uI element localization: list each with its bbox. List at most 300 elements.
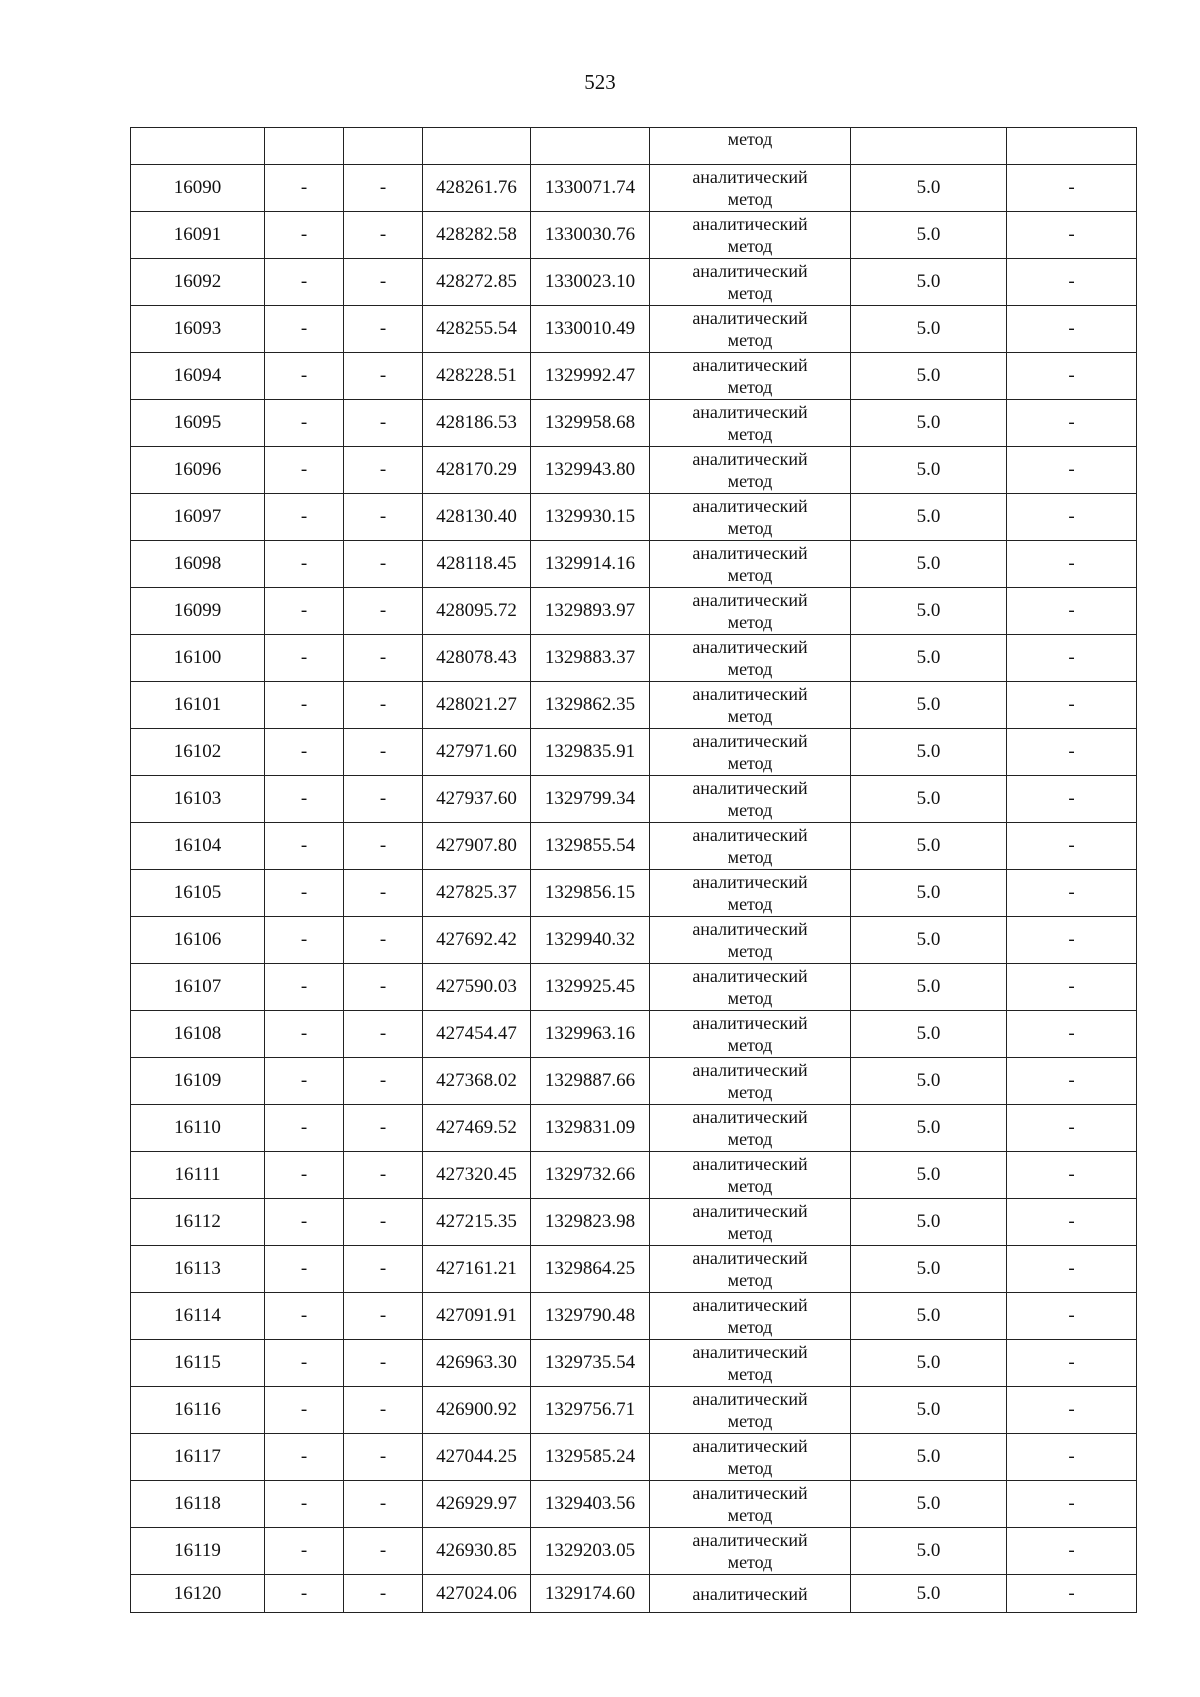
cell-dash: - (344, 1152, 423, 1199)
method-text-line: метод (727, 189, 773, 209)
method-text-line: аналитический (692, 637, 808, 657)
cell-point-number: 16113 (131, 1246, 265, 1293)
cell-dash: - (344, 353, 423, 400)
cell-empty (265, 128, 344, 165)
method-text-line: аналитический (692, 1154, 808, 1174)
table-row (131, 1434, 1137, 1481)
method-text-line: метод (727, 1176, 773, 1196)
table-row (131, 1528, 1137, 1575)
continuation-row (131, 128, 1137, 165)
method-text-line: метод (727, 236, 773, 256)
method-text-line: аналитический (692, 778, 808, 798)
table-row (131, 1340, 1137, 1387)
cell-accuracy: 5.0 (851, 1387, 1007, 1434)
cell-dash: - (1007, 1058, 1137, 1105)
cell-y-coordinate: 1329914.16 (531, 541, 650, 588)
cell-dash: - (1007, 682, 1137, 729)
cell-accuracy: 5.0 (851, 400, 1007, 447)
cell-point-number: 16093 (131, 306, 265, 353)
method-text-line: метод (727, 1082, 773, 1102)
cell-dash: - (265, 1528, 344, 1575)
cell-point-number: 16103 (131, 776, 265, 823)
cell-y-coordinate: 1330010.49 (531, 306, 650, 353)
cell-dash: - (344, 682, 423, 729)
cell-method (650, 1058, 851, 1105)
cell-dash: - (344, 964, 423, 1011)
table-row (131, 494, 1137, 541)
cell-x-coordinate: 427044.25 (423, 1434, 531, 1481)
cell-empty (131, 128, 265, 165)
table-row (131, 776, 1137, 823)
cell-dash: - (344, 1387, 423, 1434)
method-text-line: метод (727, 565, 773, 585)
cell-y-coordinate: 1329855.54 (531, 823, 650, 870)
cell-accuracy: 5.0 (851, 588, 1007, 635)
table-row (131, 1293, 1137, 1340)
cell-dash: - (1007, 1387, 1137, 1434)
cell-accuracy: 5.0 (851, 1152, 1007, 1199)
cell-dash: - (344, 823, 423, 870)
table-row (131, 541, 1137, 588)
cell-y-coordinate: 1329756.71 (531, 1387, 650, 1434)
cell-point-number: 16092 (131, 259, 265, 306)
cell-dash: - (344, 1340, 423, 1387)
cell-dash: - (1007, 1293, 1137, 1340)
cell-dash: - (344, 1481, 423, 1528)
cell-dash: - (1007, 447, 1137, 494)
cell-dash: - (1007, 1152, 1137, 1199)
method-text-line: аналитический (692, 590, 808, 610)
page-number: 523 (584, 70, 616, 94)
cell-accuracy: 5.0 (851, 353, 1007, 400)
table-row (131, 306, 1137, 353)
method-text-line: аналитический (692, 872, 808, 892)
cell-point-number: 16114 (131, 1293, 265, 1340)
table-row (131, 1199, 1137, 1246)
cell-empty (1007, 128, 1137, 165)
cell-accuracy: 5.0 (851, 1199, 1007, 1246)
method-text-line: метод (727, 1364, 773, 1384)
cell-dash: - (344, 1434, 423, 1481)
method-text-line: метод (727, 1505, 773, 1525)
method-text-line: метод (727, 612, 773, 632)
table-row (131, 1152, 1137, 1199)
cell-dash: - (265, 729, 344, 776)
cell-accuracy: 5.0 (851, 494, 1007, 541)
method-text-line: аналитический (692, 1107, 808, 1127)
cell-dash: - (265, 212, 344, 259)
cell-accuracy: 5.0 (851, 1058, 1007, 1105)
cell-dash: - (265, 400, 344, 447)
cell-x-coordinate: 428095.72 (423, 588, 531, 635)
cell-method (650, 1528, 851, 1575)
cell-method-continued: метод (650, 128, 851, 165)
cell-dash: - (1007, 917, 1137, 964)
cell-point-number: 16096 (131, 447, 265, 494)
method-text-line: метод (727, 1270, 773, 1290)
cell-method (650, 494, 851, 541)
cell-method (650, 212, 851, 259)
method-text-line: метод (727, 659, 773, 679)
cell-point-number: 16115 (131, 1340, 265, 1387)
method-text-line: метод (727, 894, 773, 914)
cell-dash: - (344, 776, 423, 823)
cell-dash: - (344, 1293, 423, 1340)
cell-method (650, 1434, 851, 1481)
method-text-line: метод (727, 847, 773, 867)
method-text-line: аналитический (692, 1013, 808, 1033)
cell-dash: - (344, 1199, 423, 1246)
cell-x-coordinate: 428255.54 (423, 306, 531, 353)
cell-y-coordinate: 1329835.91 (531, 729, 650, 776)
method-text-line: аналитический (692, 449, 808, 469)
method-text-line: метод (727, 1411, 773, 1431)
cell-dash: - (344, 494, 423, 541)
cell-y-coordinate: 1329203.05 (531, 1528, 650, 1575)
cell-point-number: 16116 (131, 1387, 265, 1434)
cell-method (650, 964, 851, 1011)
cell-dash: - (1007, 1199, 1137, 1246)
cell-x-coordinate: 427454.47 (423, 1011, 531, 1058)
cell-dash: - (1007, 870, 1137, 917)
cell-method (650, 823, 851, 870)
cell-point-number: 16099 (131, 588, 265, 635)
method-text-line: аналитический (692, 496, 808, 516)
cell-y-coordinate: 1329992.47 (531, 353, 650, 400)
table-row (131, 165, 1137, 212)
cell-x-coordinate: 427368.02 (423, 1058, 531, 1105)
table-row (131, 1246, 1137, 1293)
cell-x-coordinate: 428078.43 (423, 635, 531, 682)
cell-point-number: 16107 (131, 964, 265, 1011)
cell-accuracy: 5.0 (851, 729, 1007, 776)
cell-dash: - (344, 1058, 423, 1105)
table-row (131, 870, 1137, 917)
cell-dash: - (344, 165, 423, 212)
cell-method (650, 165, 851, 212)
cell-y-coordinate: 1329823.98 (531, 1199, 650, 1246)
method-text-line: метод (727, 988, 773, 1008)
cell-dash: - (265, 1340, 344, 1387)
cell-empty (531, 128, 650, 165)
table-row (131, 1058, 1137, 1105)
method-text-line: метод (727, 518, 773, 538)
cell-accuracy: 5.0 (851, 635, 1007, 682)
table-row (131, 588, 1137, 635)
cell-point-number: 16102 (131, 729, 265, 776)
cell-accuracy: 5.0 (851, 1481, 1007, 1528)
cell-point-number: 16111 (131, 1152, 265, 1199)
cell-dash: - (1007, 1528, 1137, 1575)
table-row (131, 353, 1137, 400)
cell-x-coordinate: 427469.52 (423, 1105, 531, 1152)
cell-dash: - (1007, 259, 1137, 306)
cell-dash: - (344, 870, 423, 917)
cell-x-coordinate: 426900.92 (423, 1387, 531, 1434)
cell-dash: - (265, 306, 344, 353)
cell-x-coordinate: 427825.37 (423, 870, 531, 917)
cell-accuracy: 5.0 (851, 964, 1007, 1011)
method-text-line: аналитический (692, 1248, 808, 1268)
method-text-line: метод (727, 1223, 773, 1243)
cell-dash: - (265, 1105, 344, 1152)
cell-y-coordinate: 1329963.16 (531, 1011, 650, 1058)
cell-accuracy: 5.0 (851, 1528, 1007, 1575)
cell-dash: - (265, 682, 344, 729)
cell-dash: - (265, 353, 344, 400)
cell-dash: - (265, 1246, 344, 1293)
cell-y-coordinate: 1329790.48 (531, 1293, 650, 1340)
cell-dash: - (344, 1246, 423, 1293)
cell-dash: - (265, 1011, 344, 1058)
cell-point-number: 16119 (131, 1528, 265, 1575)
method-text-line: метод (727, 1317, 773, 1337)
cell-method (650, 1340, 851, 1387)
method-text-line: аналитический (692, 543, 808, 563)
cell-method (650, 729, 851, 776)
cell-y-coordinate: 1329856.15 (531, 870, 650, 917)
cell-x-coordinate: 427161.21 (423, 1246, 531, 1293)
cell-y-coordinate: 1329799.34 (531, 776, 650, 823)
cell-dash: - (1007, 353, 1137, 400)
cell-method (650, 776, 851, 823)
cell-method (650, 1152, 851, 1199)
cell-y-coordinate: 1329831.09 (531, 1105, 650, 1152)
cell-point-number: 16097 (131, 494, 265, 541)
method-text-line: аналитический (692, 1342, 808, 1362)
table-row (131, 635, 1137, 682)
cell-point-number: 16095 (131, 400, 265, 447)
cell-accuracy: 5.0 (851, 447, 1007, 494)
cell-dash: - (265, 259, 344, 306)
cell-dash: - (1007, 494, 1137, 541)
cell-method (650, 1246, 851, 1293)
cell-x-coordinate: 427091.91 (423, 1293, 531, 1340)
cell-x-coordinate: 428261.76 (423, 165, 531, 212)
cell-x-coordinate: 427907.80 (423, 823, 531, 870)
cell-x-coordinate: 428170.29 (423, 447, 531, 494)
cell-dash: - (1007, 776, 1137, 823)
cell-dash: - (265, 1434, 344, 1481)
cell-method (650, 306, 851, 353)
cell-dash: - (1007, 400, 1137, 447)
cell-dash: - (1007, 1246, 1137, 1293)
cell-y-coordinate: 1329883.37 (531, 635, 650, 682)
cell-point-number: 16117 (131, 1434, 265, 1481)
cell-dash: - (344, 1575, 423, 1613)
cell-point-number: 16100 (131, 635, 265, 682)
cell-y-coordinate: 1330071.74 (531, 165, 650, 212)
cell-x-coordinate: 427024.06 (423, 1575, 531, 1613)
method-text-line: метод (727, 1552, 773, 1572)
cell-x-coordinate: 427320.45 (423, 1152, 531, 1199)
cell-y-coordinate: 1330030.76 (531, 212, 650, 259)
cell-y-coordinate: 1329925.45 (531, 964, 650, 1011)
cell-method (650, 917, 851, 964)
cell-point-number: 16091 (131, 212, 265, 259)
cell-method (650, 682, 851, 729)
method-text-line: метод (727, 941, 773, 961)
method-text-line: аналитический (692, 966, 808, 986)
cell-x-coordinate: 427971.60 (423, 729, 531, 776)
method-text-line: аналитический (692, 214, 808, 234)
cell-x-coordinate: 426929.97 (423, 1481, 531, 1528)
cell-accuracy: 5.0 (851, 870, 1007, 917)
cell-dash: - (1007, 212, 1137, 259)
table-row (131, 964, 1137, 1011)
cell-dash: - (265, 1387, 344, 1434)
cell-accuracy: 5.0 (851, 823, 1007, 870)
cell-dash: - (265, 776, 344, 823)
cell-dash: - (1007, 823, 1137, 870)
method-text-line: аналитический (692, 1530, 808, 1550)
cell-method (650, 635, 851, 682)
cell-method (650, 1387, 851, 1434)
method-text-line: аналитический (692, 1483, 808, 1503)
table-row (131, 823, 1137, 870)
cell-dash: - (265, 870, 344, 917)
cell-point-number: 16094 (131, 353, 265, 400)
method-text-line: метод (727, 1035, 773, 1055)
cell-dash: - (344, 1528, 423, 1575)
cell-method (650, 1575, 851, 1613)
method-text-line: аналитический (692, 1436, 808, 1456)
cell-accuracy: 5.0 (851, 165, 1007, 212)
table-row (131, 1105, 1137, 1152)
cell-dash: - (1007, 541, 1137, 588)
method-text-line: аналитический (692, 308, 808, 328)
cell-dash: - (265, 964, 344, 1011)
cell-x-coordinate: 428186.53 (423, 400, 531, 447)
method-text-line: аналитический (692, 402, 808, 422)
cell-dash: - (344, 212, 423, 259)
method-text-line: аналитический (692, 1295, 808, 1315)
cell-point-number: 16109 (131, 1058, 265, 1105)
cell-accuracy: 5.0 (851, 1011, 1007, 1058)
cell-point-number: 16105 (131, 870, 265, 917)
method-text-line: метод (727, 471, 773, 491)
cell-method (650, 1011, 851, 1058)
cell-method (650, 1105, 851, 1152)
cell-y-coordinate: 1329930.15 (531, 494, 650, 541)
cell-dash: - (265, 917, 344, 964)
cell-y-coordinate: 1329893.97 (531, 588, 650, 635)
cell-accuracy: 5.0 (851, 682, 1007, 729)
cell-dash: - (265, 1575, 344, 1613)
method-text-line: метод (727, 283, 773, 303)
method-text-line: аналитический (692, 825, 808, 845)
cell-y-coordinate: 1329940.32 (531, 917, 650, 964)
method-text-line: метод (727, 1458, 773, 1478)
cell-method (650, 259, 851, 306)
cell-dash: - (1007, 635, 1137, 682)
cell-dash: - (1007, 1575, 1137, 1613)
cell-dash: - (344, 1011, 423, 1058)
method-text-line: аналитический (692, 684, 808, 704)
cell-point-number: 16106 (131, 917, 265, 964)
cell-dash: - (265, 1152, 344, 1199)
cell-x-coordinate: 427692.42 (423, 917, 531, 964)
cell-y-coordinate: 1329403.56 (531, 1481, 650, 1528)
method-text-line: аналитический (692, 1583, 808, 1604)
cell-accuracy: 5.0 (851, 776, 1007, 823)
cell-dash: - (1007, 588, 1137, 635)
cell-dash: - (1007, 165, 1137, 212)
cell-dash: - (265, 165, 344, 212)
cell-x-coordinate: 428228.51 (423, 353, 531, 400)
cell-point-number: 16090 (131, 165, 265, 212)
cell-y-coordinate: 1329732.66 (531, 1152, 650, 1199)
cell-point-number: 16098 (131, 541, 265, 588)
cell-point-number: 16118 (131, 1481, 265, 1528)
table-row (131, 729, 1137, 776)
cell-accuracy: 5.0 (851, 259, 1007, 306)
cell-y-coordinate: 1329174.60 (531, 1575, 650, 1613)
table-row (131, 1011, 1137, 1058)
cell-x-coordinate: 426930.85 (423, 1528, 531, 1575)
cell-accuracy: 5.0 (851, 1575, 1007, 1613)
cell-dash: - (1007, 1481, 1137, 1528)
cell-accuracy: 5.0 (851, 1293, 1007, 1340)
cell-dash: - (265, 447, 344, 494)
table-row (131, 447, 1137, 494)
cell-point-number: 16108 (131, 1011, 265, 1058)
cell-dash: - (265, 823, 344, 870)
cell-dash: - (344, 1105, 423, 1152)
cell-accuracy: 5.0 (851, 306, 1007, 353)
cell-method (650, 1481, 851, 1528)
table-row (131, 682, 1137, 729)
cell-dash: - (1007, 1011, 1137, 1058)
table-row (131, 212, 1137, 259)
cell-y-coordinate: 1329887.66 (531, 1058, 650, 1105)
cell-accuracy: 5.0 (851, 1340, 1007, 1387)
cell-dash: - (265, 588, 344, 635)
method-text-line: метод (727, 424, 773, 444)
cell-accuracy: 5.0 (851, 212, 1007, 259)
coordinates-table (130, 127, 1137, 1613)
cell-dash: - (265, 1481, 344, 1528)
cell-x-coordinate: 428282.58 (423, 212, 531, 259)
cell-dash: - (344, 917, 423, 964)
cell-dash: - (344, 306, 423, 353)
cell-x-coordinate: 427590.03 (423, 964, 531, 1011)
cell-dash: - (265, 1293, 344, 1340)
cell-empty (423, 128, 531, 165)
cell-x-coordinate: 428118.45 (423, 541, 531, 588)
cell-dash: - (344, 400, 423, 447)
cell-dash: - (265, 494, 344, 541)
cell-dash: - (344, 447, 423, 494)
cell-y-coordinate: 1329864.25 (531, 1246, 650, 1293)
cell-method (650, 870, 851, 917)
table-row (131, 1575, 1137, 1613)
cell-dash: - (1007, 306, 1137, 353)
cell-accuracy: 5.0 (851, 541, 1007, 588)
method-text-line: метод (727, 1129, 773, 1149)
cell-dash: - (1007, 729, 1137, 776)
table-row (131, 1481, 1137, 1528)
cell-dash: - (1007, 1340, 1137, 1387)
cell-dash: - (1007, 1434, 1137, 1481)
cell-accuracy: 5.0 (851, 1246, 1007, 1293)
method-text-line: метод (727, 800, 773, 820)
cell-dash: - (344, 541, 423, 588)
cell-y-coordinate: 1329585.24 (531, 1434, 650, 1481)
cell-method (650, 588, 851, 635)
cell-y-coordinate: 1329735.54 (531, 1340, 650, 1387)
cell-dash: - (265, 1058, 344, 1105)
